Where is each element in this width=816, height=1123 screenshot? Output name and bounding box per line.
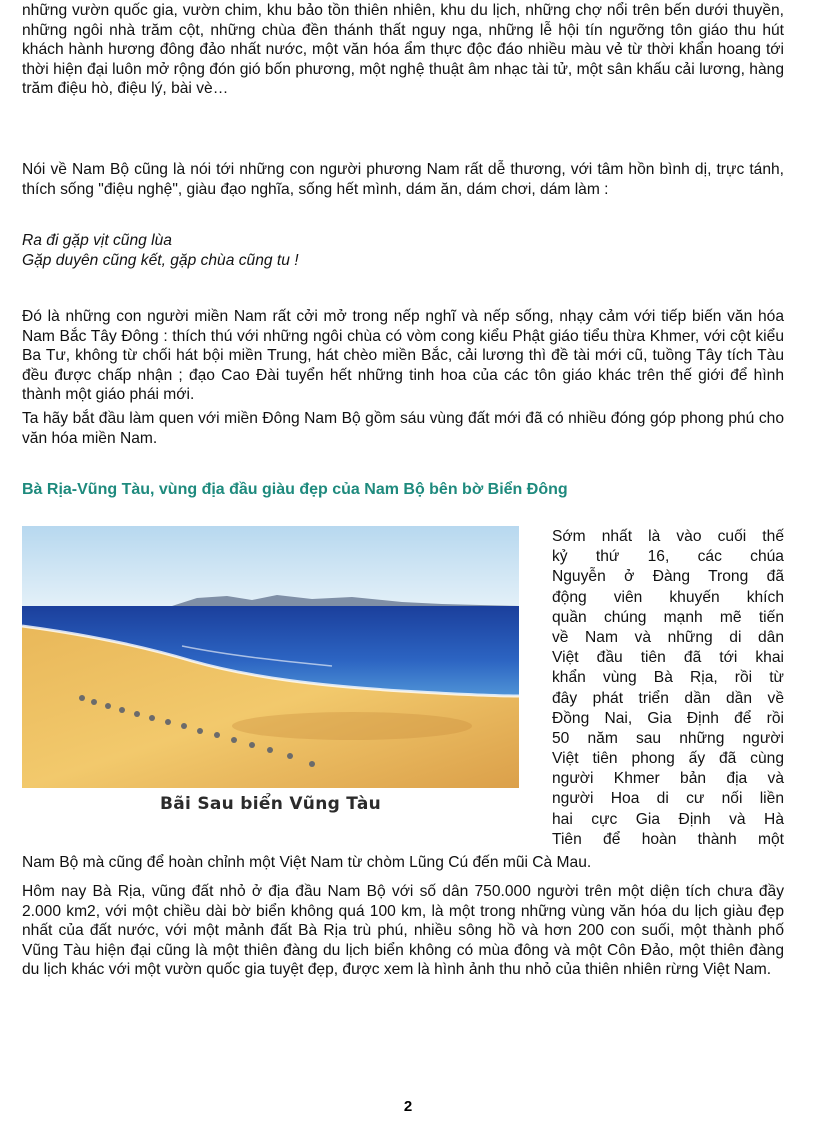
side-line: đây phát triển dần dần về — [552, 689, 784, 707]
side-line: Việt tiên phong ấy đã cùng — [552, 750, 784, 768]
paragraph-intro: những vườn quốc gia, vườn chim, khu bảo tồn thiên nhiên, khu du lịch, những chợ nổi trên bến dưới thuyền, những ngôi nhà trăm cột, những chùa đền thánh thất nguy nga, những lễ hội tín ngưỡng tôn giáo thu hút khách hành hương đông đảo nhất nước, một văn hóa ẩm thực độc đáo nhiều màu vẻ từ thời khẩn hoang tới thời hiện đại luôn mở rộng đón gió bốn phương, một nghệ thuật âm nhạc tài tử, một sân khấu cải lương, hàng trăm điệu hò, điệu lý, bài vè… — [22, 2, 784, 98]
side-line: 50 năm sau những người — [552, 729, 784, 747]
beach-figure — [22, 526, 519, 822]
poem-line: Gặp duyên cũng kết, gặp chùa cũng tu ! — [22, 251, 299, 269]
side-line: hai cực Gia Định và Hà — [552, 810, 784, 828]
figure-caption: Bãi Sau biển Vũng Tàu — [159, 794, 382, 814]
side-line: Việt đầu tiên đã tới khai — [552, 649, 784, 667]
side-line: Đồng Nai, Gia Định để rồi — [552, 709, 784, 727]
poem-line: Ra đi gặp vịt cũng lùa — [22, 232, 172, 249]
side-line: kỷ thứ 16, các chúa — [552, 548, 784, 566]
side-line: Nguyễn ở Đàng Trong đã — [552, 568, 784, 586]
side-line: về Nam và những di dân — [552, 628, 784, 646]
paragraph-people: Nói về Nam Bộ cũng là nói tới những con người phương Nam rất dễ thương, với tâm hồn bình dị, trực tánh, thích sống "điệu nghệ", giàu đạo nghĩa, sống hết mình, dám ăn, dám chơi, dám làm : — [22, 161, 784, 198]
paragraph-ba-ria-today: Hôm nay Bà Rịa, vũng đất nhỏ ở địa đầu Nam Bộ với số dân 750.000 người trên một diện tích chưa đầy 2.000 km2, với một chiều dài bờ biển không quá 100 km, là một trong những vùng văn hóa du lịch giàu đẹp nhất của đất nước, với một mảnh đất Bà Rịa trù phú, nhiều sông hồ và hơn 200 con suối, một thành phố Vũng Tàu hiện đại cũng là một thiên đàng du lịch biển không có mùa đông và một Côn Đảo, một thiên đàng du lịch khác với một vườn quốc gia tuyệt đẹp, được xem là hình ảnh thu nhỏ của thiên nhiên rừng Việt Nam. — [22, 883, 784, 979]
side-line: quần chúng mạnh mẽ tiến — [552, 608, 784, 626]
side-line: Tiên để hoàn thành một — [552, 830, 784, 848]
side-line: động viên khuyến khích — [552, 588, 784, 606]
side-line: khẩn vùng Bà Rịa, rồi từ — [552, 669, 784, 687]
beach-photo — [22, 526, 519, 788]
side-column — [552, 527, 784, 850]
side-line: Sớm nhất là vào cuối thế — [552, 528, 784, 545]
paragraph-southeast: Ta hãy bắt đầu làm quen với miền Đông Nam Bộ gồm sáu vùng đất mới đã có nhiều đóng góp phong phú cho văn hóa miền Nam. — [22, 410, 784, 447]
paragraph-continuation: Nam Bộ mà cũng để hoàn chỉnh một Việt Nam từ chòm Lũng Cú đến mũi Cà Mau. — [22, 854, 592, 871]
section-heading: Bà Rịa-Vũng Tàu, vùng địa đầu giàu đẹp của Nam Bộ bên bờ Biển Đông — [22, 481, 568, 498]
page-number: 2 — [403, 1098, 413, 1115]
poem — [22, 231, 784, 270]
side-line: người Khmer bản địa và — [552, 770, 784, 788]
paragraph-culture: Đó là những con người miền Nam rất cởi mở trong nếp nghĩ và nếp sống, nhạy cảm với tiếp biến văn hóa Nam Bắc Tây Đông : thích thú với những ngôi chùa có vòm cong kiểu Phật giáo tiểu thừa Khmer, với cột kiểu Ba Tư, không từ chối hát bội miền Trung, hát chèo miền Bắc, cải lương thì đề tài mới cũ, tuồng Tây tích Tàu đều được chấp nhận ; đạo Cao Đài tuyển hết những tinh hoa của các tôn giáo khác trên thế giới để hình thành một giáo phái mới. — [22, 308, 784, 404]
side-line: người Hoa di cư nối liền — [552, 790, 784, 808]
